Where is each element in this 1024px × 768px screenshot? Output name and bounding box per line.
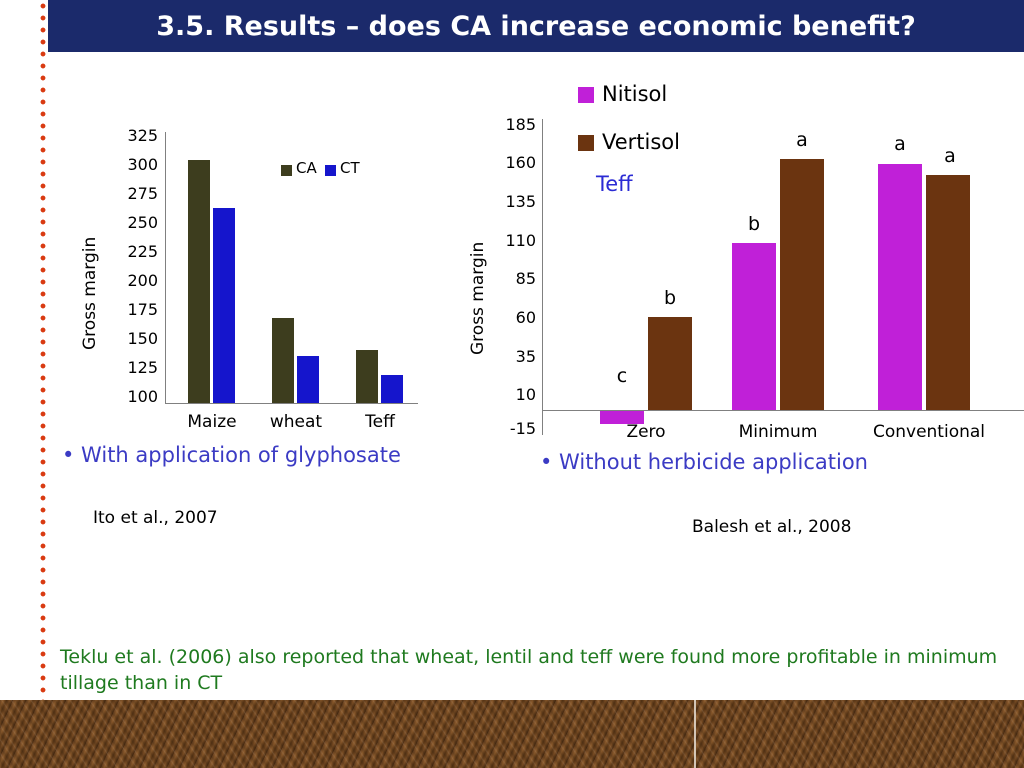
bar-ca-maize — [188, 160, 210, 403]
chart-left-ytick: 325 — [127, 126, 158, 145]
chart-right-ytick: 85 — [515, 269, 536, 288]
soil-photo-strip — [0, 700, 1024, 768]
chart-left-ytick: 175 — [127, 300, 158, 319]
bar-nitisol-minimum — [732, 243, 776, 410]
chart-right-ytick: 10 — [515, 385, 536, 404]
sig-label-vertisol-conventional: a — [944, 145, 956, 167]
chart-right-ytick: 135 — [505, 192, 536, 211]
left-margin — [0, 0, 40, 700]
chart-left-ytick: 150 — [127, 329, 158, 348]
chart-right-xtick: Zero — [626, 422, 666, 442]
chart-left-ytick: 275 — [127, 184, 158, 203]
bar-vertisol-conventional — [926, 175, 970, 410]
bar-ct-wheat — [297, 356, 319, 403]
chart-right-ytick: 110 — [505, 231, 536, 250]
legend-label-ct: CT — [340, 159, 360, 177]
chart-right-ytick: 160 — [505, 153, 536, 172]
sig-label-nitisol-zero: c — [616, 365, 628, 387]
caption-ito: Ito et al., 2007 — [93, 508, 218, 528]
chart-left-xtick: wheat — [269, 412, 323, 432]
chart-right-ytick: 185 — [505, 115, 536, 134]
chart-left — [60, 60, 440, 432]
bullet-no-herbicide: • Without herbicide application — [540, 450, 868, 474]
legend-swatch-nitisol — [578, 87, 594, 103]
chart-left-ytick: 100 — [127, 387, 158, 406]
bar-ca-wheat — [272, 318, 294, 403]
chart-right — [450, 55, 1024, 442]
chart-right-y-axis — [542, 119, 543, 435]
footnote-teklu: Teklu et al. (2006) also reported that wheat, lentil and teff were found more profitable in minimum tillage than in CT — [60, 646, 998, 694]
bar-vertisol-minimum — [780, 159, 824, 410]
bar-ct-teff — [381, 375, 403, 403]
chart-right-xtick: Conventional — [872, 422, 986, 442]
legend-label-ca: CA — [296, 159, 317, 177]
legend-swatch-ca — [281, 165, 292, 176]
caption-balesh: Balesh et al., 2008 — [692, 517, 852, 537]
legend-swatch-vertisol — [578, 135, 594, 151]
chart-left-xtick: Maize — [187, 412, 237, 432]
sig-label-vertisol-minimum: a — [796, 129, 808, 151]
bar-ct-maize — [213, 208, 235, 403]
chart-left-y-axis — [165, 132, 166, 404]
page-title: 3.5. Results – does CA increase economic benefit? — [156, 10, 916, 42]
legend-label-vertisol: Vertisol — [602, 130, 680, 154]
chart-right-annotation-teff: Teff — [596, 172, 633, 196]
legend-label-nitisol: Nitisol — [602, 82, 668, 106]
chart-left-ytick: 225 — [127, 242, 158, 261]
chart-left-y-axis-label: Gross margin — [80, 236, 100, 350]
sig-label-nitisol-minimum: b — [747, 213, 761, 235]
soil-photo-seam — [694, 700, 696, 768]
chart-right-ytick: -15 — [509, 419, 536, 438]
bar-ca-teff — [356, 350, 378, 403]
chart-left-ytick: 250 — [127, 213, 158, 232]
legend-swatch-ct — [325, 165, 336, 176]
dotted-border-rail — [40, 0, 46, 700]
chart-left-ytick: 200 — [127, 271, 158, 290]
chart-right-xtick: Minimum — [738, 422, 818, 442]
bar-nitisol-conventional — [878, 164, 922, 410]
slide-title-bar — [48, 0, 1024, 52]
bar-vertisol-zero — [648, 317, 692, 410]
sig-label-nitisol-conventional: a — [894, 133, 906, 155]
chart-left-xtick: Teff — [365, 412, 395, 432]
chart-left-x-axis — [165, 403, 418, 404]
chart-right-ytick: 35 — [515, 347, 536, 366]
chart-left-ytick: 300 — [127, 155, 158, 174]
sig-label-vertisol-zero: b — [663, 287, 677, 309]
chart-right-ytick: 60 — [515, 308, 536, 327]
chart-left-ytick: 125 — [127, 358, 158, 377]
bullet-glyphosate: • With application of glyphosate — [62, 443, 401, 467]
chart-right-y-axis-label: Gross margin — [468, 241, 488, 355]
